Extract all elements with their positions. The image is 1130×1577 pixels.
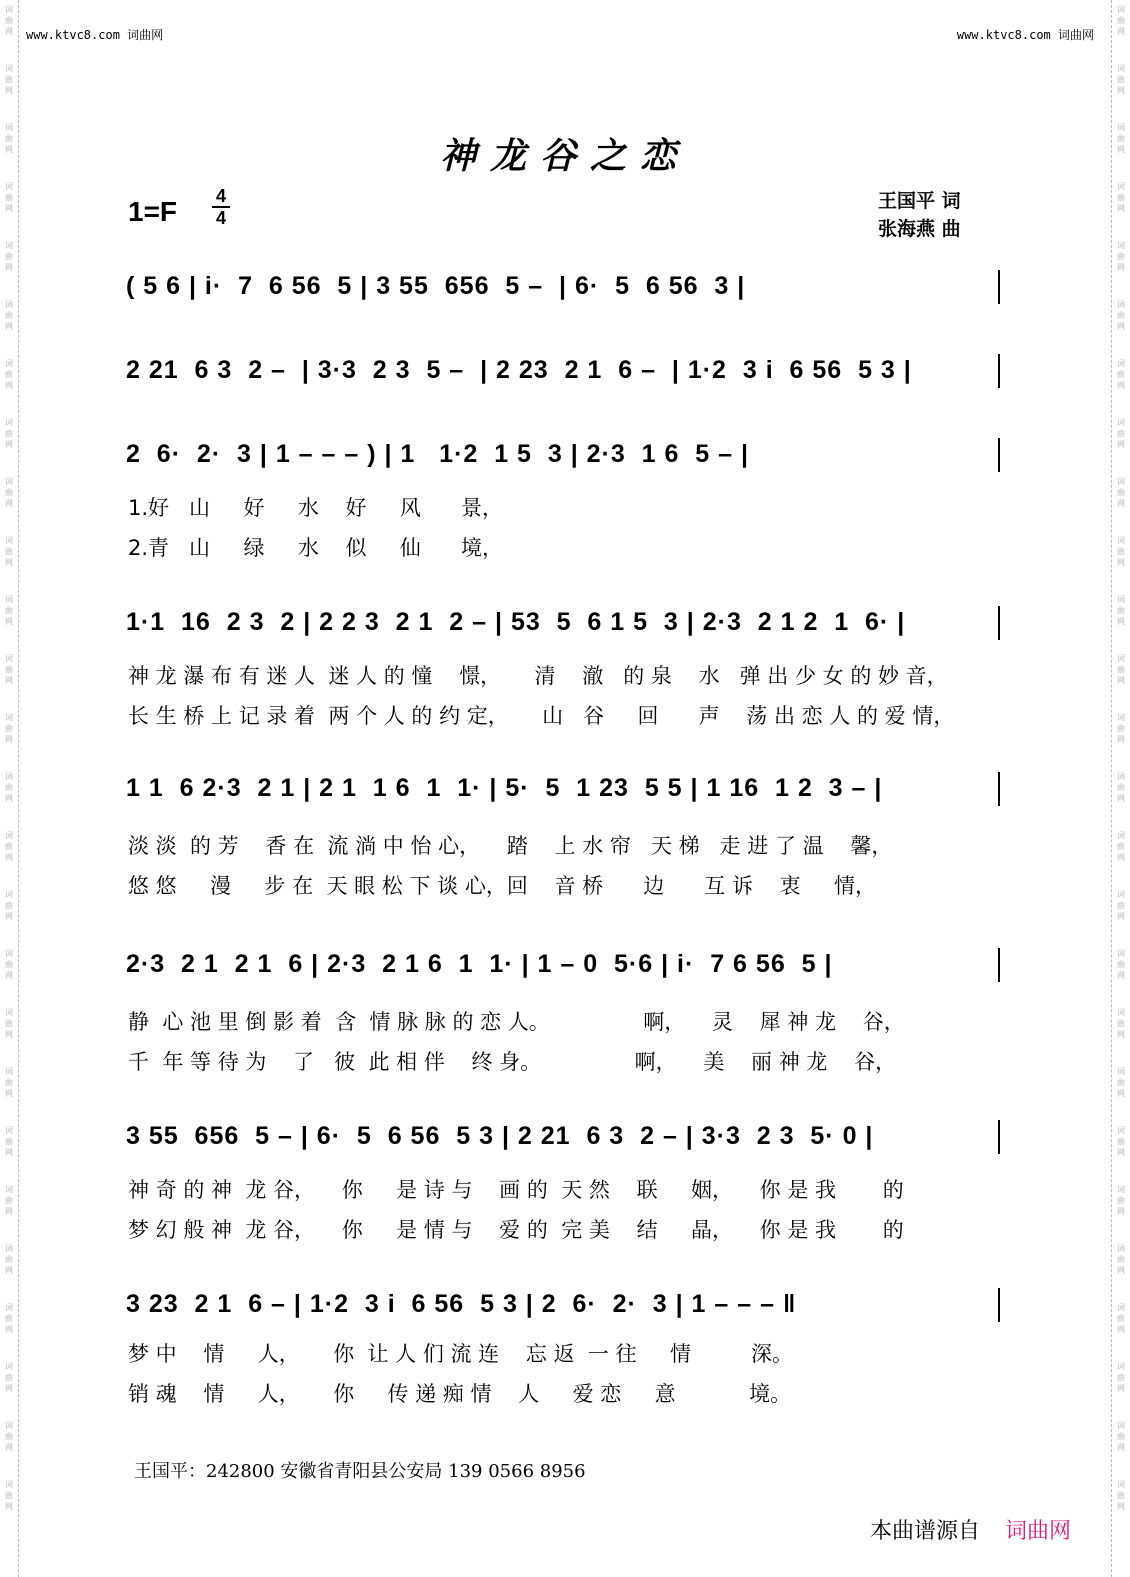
song-title: 神龙谷之恋 [439,135,690,177]
lyric-line: 静 心 池 里 倒 影 着 含 情 脉 脉 的 恋 人。 啊， 灵 犀 神 龙 谷， [128,1010,905,1034]
side-watermark-mark: 词 曲 网 [1117,477,1125,508]
side-watermark-mark: 词 曲 网 [1117,713,1125,744]
side-watermark-mark: 词 曲 网 [5,1421,13,1452]
side-watermark-mark: 词 曲 网 [5,64,13,95]
side-watermark-mark: 词 曲 网 [5,1244,13,1275]
barline [998,772,1000,806]
lyric-line: 悠 悠 漫 步 在 天 眼 松 下 谈 心，回 音 桥 边 互 诉 衷 情， [128,874,877,898]
side-watermark-mark: 词 曲 网 [1117,1303,1125,1334]
barline [998,948,1000,982]
lyric-line: 2.青 山 绿 水 似 仙 境， [128,536,503,560]
lyric-line: 神 奇 的 神 龙 谷， 你 是 诗 与 画 的 天 然 联 姻， 你 是 我 的 [128,1178,904,1202]
side-watermark-mark: 词 曲 网 [1117,1126,1125,1157]
side-watermark-mark: 词 曲 网 [1117,5,1125,36]
side-watermark-mark: 词 曲 网 [5,1362,13,1393]
side-watermark-mark: 词 曲 网 [1117,1421,1125,1452]
side-watermark-mark: 词 曲 网 [1117,64,1125,95]
side-watermark-mark: 词 曲 网 [1117,1067,1125,1098]
barline [998,606,1000,640]
side-watermark-mark: 词 曲 网 [5,1185,13,1216]
lyric-line: 销 魂 情 人， 你 传 递 痴 情 人 爱 恋 意 境。 [128,1382,792,1406]
notation-line: 2·3 2 1 2 1 6 | 2·3 2 1 6 1 1· | 1 – 0 5·6 | i· 7 6 56 5 | [126,950,833,978]
lyricist-credit: 王国平 词 [878,190,961,212]
side-watermark-mark: 词 曲 网 [1117,123,1125,154]
side-watermark-mark: 词 曲 网 [1117,949,1125,980]
side-watermark-mark: 词 曲 网 [5,5,13,36]
lyric-line: 1.好 山 好 水 好 风 景， [128,496,503,520]
time-signature-bottom: 4 [215,208,226,228]
side-watermark-mark: 词 曲 网 [1117,1362,1125,1393]
side-watermark-mark: 词 曲 网 [5,1067,13,1098]
side-watermark-mark: 词 曲 网 [5,890,13,921]
notation-line: 1 1 6 2·3 2 1 | 2 1 1 6 1 1· | 5· 5 1 23 5 5 | 1 16 1 2 3 – | [126,774,883,802]
side-watermark-mark: 词 曲 网 [1117,182,1125,213]
side-watermark-mark: 词 曲 网 [5,1008,13,1039]
side-watermark-mark: 词 曲 网 [1117,300,1125,331]
side-watermark-mark: 词 曲 网 [5,536,13,567]
notation-line: ( 5 6 | i· 7 6 56 5 | 3 55 656 5 – | 6· 5 6 56 3 | [126,272,746,300]
contact-footer: 王国平：242800 安徽省青阳县公安局 139 0566 8956 [134,1461,586,1482]
side-watermark-mark: 词 曲 网 [1117,418,1125,449]
side-watermark-mark: 词 曲 网 [1117,890,1125,921]
side-watermark-mark: 词 曲 网 [1117,241,1125,272]
side-watermark-mark: 词 曲 网 [1117,1244,1125,1275]
side-watermark-mark: 词 曲 网 [5,831,13,862]
left-margin-watermark [0,0,19,1577]
header-left-url: www.ktvc8.com 词曲网 [26,28,164,42]
side-watermark-mark: 词 曲 网 [5,477,13,508]
notation-line: 3 55 656 5 – | 6· 5 6 56 5 3 | 2 21 6 3 2 – | 3·3 2 3 5· 0 | [126,1122,874,1150]
side-watermark-mark: 词 曲 网 [5,1126,13,1157]
side-watermark-mark: 词 曲 网 [5,713,13,744]
notation-line: 2 6· 2· 3 | 1 – – – ) | 1 1·2 1 5 3 | 2·3 1 6 5 – | [126,440,750,468]
lyric-line: 神 龙 瀑 布 有 迷 人 迷 人 的 憧 憬， 清 澈 的 泉 水 弹 出 少 女 的 妙 音， [128,664,948,688]
side-watermark-mark: 词 曲 网 [1117,536,1125,567]
notation-line: 1·1 16 2 3 2 | 2 2 3 2 1 2 – | 53 5 6 1 5 3 | 2·3 2 1 2 1 6· | [126,608,906,636]
lyric-line: 长 生 桥 上 记 录 着 两 个 人 的 约 定， 山 谷 回 声 荡 出 恋 人 的 爱 情， [128,704,955,728]
lyric-line: 梦 中 情 人， 你 让 人 们 流 连 忘 返 一 往 情 深。 [128,1342,794,1366]
side-watermark-mark: 词 曲 网 [1117,1185,1125,1216]
side-watermark-mark: 词 曲 网 [1117,1480,1125,1511]
side-watermark-mark: 词 曲 网 [1117,1008,1125,1039]
side-watermark-mark: 词 曲 网 [5,359,13,390]
lyric-line: 千 年 等 待 为 了 彼 此 相 伴 终 身。 啊， 美 丽 神 龙 谷， [128,1050,897,1074]
composer-credit: 张海燕 曲 [878,218,961,240]
side-watermark-mark: 词 曲 网 [1117,772,1125,803]
side-watermark-mark: 词 曲 网 [1117,595,1125,626]
notation-line: 2 21 6 3 2 – | 3·3 2 3 5 – | 2 23 2 1 6 – | 1·2 3 i 6 56 5 3 | [126,356,912,384]
source-credit [870,1514,1071,1545]
time-signature-top: 4 [215,186,226,206]
side-watermark-mark: 词 曲 网 [5,654,13,685]
barline [998,438,1000,472]
side-watermark-mark: 词 曲 网 [5,949,13,980]
side-watermark-mark: 词 曲 网 [5,772,13,803]
key-signature: 1=F [128,196,178,227]
barline [998,270,1000,304]
right-margin-watermark [1111,0,1130,1577]
side-watermark-mark: 词 曲 网 [1117,654,1125,685]
barline [998,1288,1000,1322]
side-watermark-mark: 词 曲 网 [5,1303,13,1334]
side-watermark-mark: 词 曲 网 [1117,359,1125,390]
lyric-line: 淡 淡 的 芳 香 在 流 淌 中 怡 心， 踏 上 水 帘 天 梯 走 进 了 温 馨， [128,834,893,858]
side-watermark-mark: 词 曲 网 [5,123,13,154]
barline [998,354,1000,388]
barline [998,1120,1000,1154]
side-watermark-mark: 词 曲 网 [5,300,13,331]
time-signature [212,186,230,228]
notation-line: 3 23 2 1 6 – | 1·2 3 i 6 56 5 3 | 2 6· 2· 3 | 1 – – – ‖ [126,1290,797,1318]
header-right-url: www.ktvc8.com 词曲网 [956,28,1094,42]
lyric-line: 梦 幻 般 神 龙 谷， 你 是 情 与 爱 的 完 美 结 晶， 你 是 我 的 [128,1218,904,1242]
source-prefix: 本曲谱源自 [870,1519,981,1544]
side-watermark-mark: 词 曲 网 [5,1480,13,1511]
side-watermark-mark: 词 曲 网 [5,595,13,626]
side-watermark-mark: 词 曲 网 [5,182,13,213]
side-watermark-mark: 词 曲 网 [5,241,13,272]
side-watermark-mark: 词 曲 网 [1117,831,1125,862]
source-brand: 词曲网 [1005,1519,1072,1544]
side-watermark-mark: 词 曲 网 [5,418,13,449]
